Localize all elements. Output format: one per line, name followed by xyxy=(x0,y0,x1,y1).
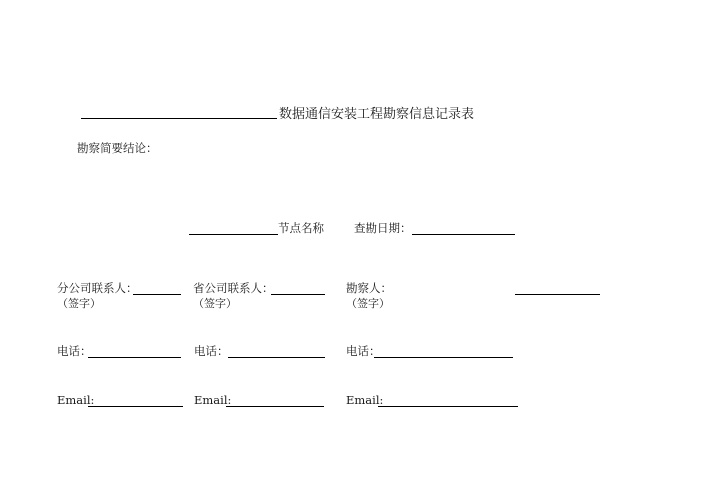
form-title: 数据通信安装工程勘察信息记录表 xyxy=(279,107,475,122)
surveyor-phone-blank xyxy=(374,357,513,358)
surveyor-sign-label: （签字） xyxy=(346,297,390,310)
surveyor-email-blank xyxy=(378,406,518,407)
province-email-blank xyxy=(226,406,324,407)
province-phone-blank xyxy=(228,357,325,358)
branch-phone-label: 电话： xyxy=(57,344,92,358)
province-contact-label: 省公司联系人： xyxy=(193,281,274,295)
survey-date-blank xyxy=(412,234,515,235)
branch-sign-label: （签字） xyxy=(57,297,101,310)
branch-phone-blank xyxy=(88,357,181,358)
node-name-label: 节点名称 xyxy=(278,221,324,235)
branch-contact-blank xyxy=(133,294,181,295)
branch-contact-label: 分公司联系人： xyxy=(57,281,138,295)
surveyor-phone-label: 电话： xyxy=(346,344,381,358)
province-sign-label: （签字） xyxy=(193,297,237,310)
title-prefix-blank xyxy=(81,118,277,119)
summary-label: 勘察简要结论： xyxy=(77,141,158,155)
branch-email-label: Email: xyxy=(57,393,95,407)
survey-date-label: 查勘日期： xyxy=(354,221,412,235)
province-phone-label: 电话： xyxy=(194,344,229,358)
node-name-blank xyxy=(189,234,278,235)
province-email-label: Email: xyxy=(194,393,232,407)
surveyor-email-label: Email: xyxy=(346,393,384,407)
surveyor-blank xyxy=(515,294,600,295)
province-contact-blank xyxy=(271,294,325,295)
surveyor-label: 勘察人： xyxy=(346,281,392,295)
branch-email-blank xyxy=(88,406,183,407)
